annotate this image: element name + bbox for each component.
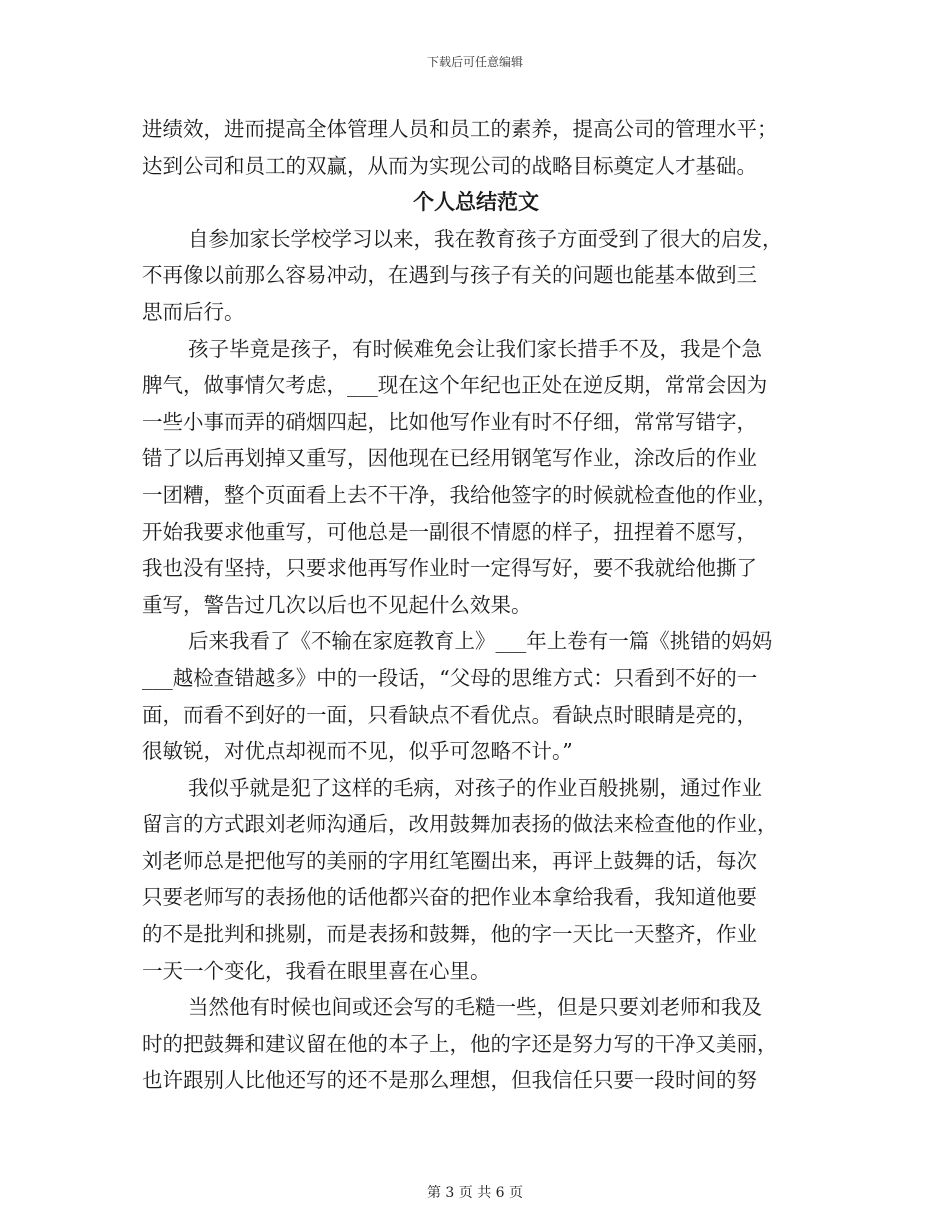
paragraph-first-line: 后来我看了《不输在家庭教育上》___年上卷有一篇《挑错的妈妈: [188, 629, 773, 654]
body-line: 达到公司和员工的双赢，从而为实现公司的战略目标奠定人才基础。: [142, 153, 757, 178]
body-line: 不再像以前那么容易冲动，在遇到与孩子有关的问题也能基本做到三: [142, 263, 757, 288]
body-line: 重写，警告过几次以后也不见起什么效果。: [142, 592, 532, 617]
body-line: 开始我要求他重写，可他总是一副很不情愿的样子，扭捏着不愿写，: [142, 519, 757, 544]
body-line: 只要老师写的表扬他的话他都兴奋的把作业本拿给我看，我知道他要: [142, 885, 757, 910]
paragraph-first-line: 孩子毕竟是孩子，有时候难免会让我们家长措手不及，我是个急: [188, 336, 762, 361]
section-title: 个人总结范文: [413, 189, 539, 215]
body-line: 脾气，做事情欠考虑，___现在这个年纪也正处在逆反期，常常会因为: [142, 373, 768, 398]
paragraph-first-line: 自参加家长学校学习以来，我在教育孩子方面受到了很大的启发，: [188, 226, 783, 251]
body-line: 很敏锐，对优点却视而不见，似乎可忽略不计。”: [142, 739, 573, 764]
body-line: 刘老师总是把他写的美丽的字用红笔圈出来，再评上鼓舞的话，每次: [142, 848, 757, 873]
page-number: 第 3 页 共 6 页: [426, 1185, 524, 1201]
paragraph-first-line: 我似乎就是犯了这样的毛病，对孩子的作业百般挑剔，通过作业: [188, 775, 762, 800]
body-line: 进绩效，进而提高全体管理人员和员工的素养，提高公司的管理水平；: [142, 117, 778, 141]
body-line: 一团糟，整个页面看上去不干净，我给他签字的时候就检查他的作业，: [142, 482, 778, 507]
body-line: ___越检查错越多》中的一段话，“父母的思维方式：只看到不好的一: [142, 665, 758, 690]
body-line: 留言的方式跟刘老师沟通后，改用鼓舞加表扬的做法来检查他的作业，: [142, 812, 778, 837]
page-header-note: 下载后可任意编辑: [426, 55, 523, 69]
body-line: 我也没有坚持，只要求他再写作业时一定得写好，要不我就给他撕了: [142, 556, 757, 581]
body-line: 的不是批判和挑剔，而是表扬和鼓舞，他的字一天比一天整齐，作业: [142, 922, 757, 947]
body-line: 一些小事而弄的硝烟四起，比如他写作业有时不仔细，常常写错字，: [142, 409, 757, 434]
body-line: 思而后行。: [142, 299, 245, 324]
body-line: 错了以后再划掉又重写，因他现在已经用钢笔写作业，涂改后的作业: [142, 446, 757, 471]
body-line: 一天一个变化，我看在眼里喜在心里。: [142, 958, 491, 983]
body-line: 时的把鼓舞和建议留在他的本子上，他的字还是努力写的干净又美丽，: [142, 1031, 778, 1056]
body-line: 也许跟别人比他还写的还不是那么理想，但我信任只要一段时间的努: [142, 1068, 757, 1093]
body-line: 面，而看不到好的一面，只看缺点不看优点。看缺点时眼睛是亮的，: [142, 702, 757, 727]
document-body: [142, 111, 810, 1099]
paragraph-first-line: 当然他有时候也间或还会写的毛糙一些，但是只要刘老师和我及: [188, 995, 762, 1020]
